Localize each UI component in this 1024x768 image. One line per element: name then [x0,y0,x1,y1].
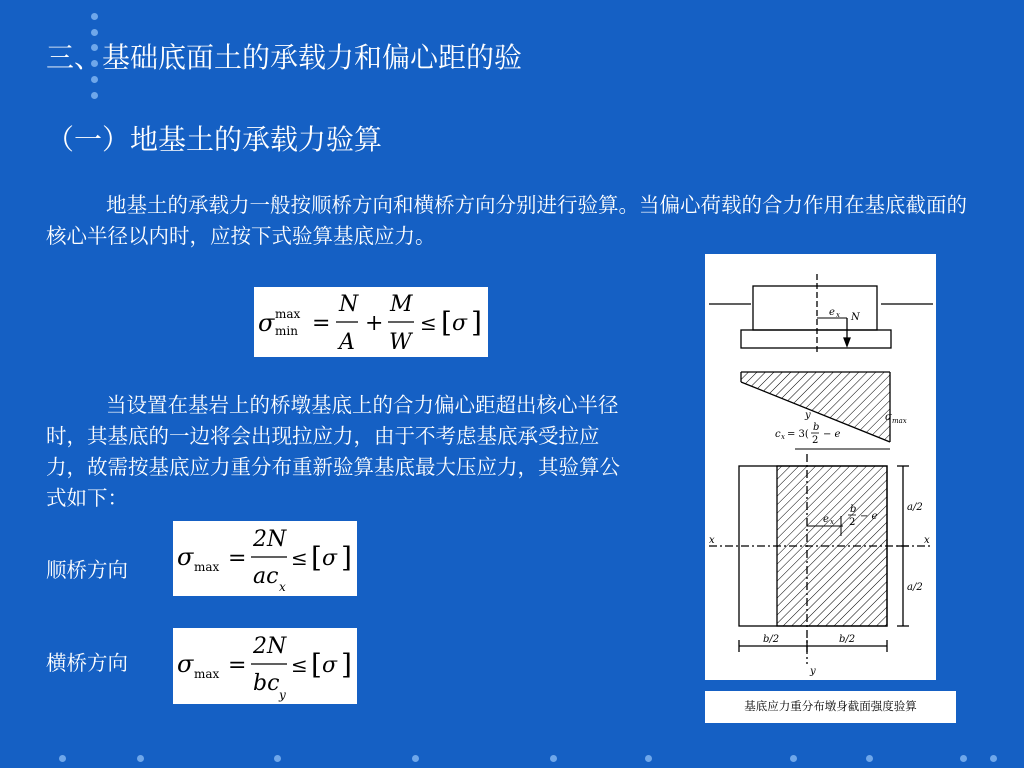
label-cx: c [775,429,781,440]
formula-eccentric-stress-svg [254,287,488,357]
f1-sigma2: σ [452,311,468,336]
foundation-diagram [705,254,936,680]
label-cx-rest: = 3( [787,429,809,440]
label-b: b [813,422,820,433]
decor-dot [91,76,98,83]
label-x-left: x [709,535,715,546]
label-y-top: y [805,410,811,421]
paragraph-intro [46,190,986,252]
label-two: 2 [812,435,819,446]
plan-label-ex-sub: x [830,518,834,526]
formula-eccentric-stress [254,287,488,357]
f3-sigma2: σ [322,653,338,678]
paragraph-redistribution [46,390,626,514]
label-ex-sub: x [836,311,840,319]
decor-dot [91,29,98,36]
f1-W: W [389,330,412,355]
f3-sigma: σ [177,650,194,678]
foundation-diagram-svg [705,254,936,680]
f1-eq: = [312,311,331,336]
plan-label-minus-ex: − e [860,511,878,522]
f3-lbracket: [ [311,648,322,681]
f2-sigma: σ [177,543,194,571]
decor-dot [59,755,66,762]
decor-dot [866,755,873,762]
label-x-right: x [924,535,930,546]
label-y-bottom: y [810,666,816,677]
label-b2-right: b/2 [839,634,856,645]
f3-num: 2N [253,634,287,659]
label-a2-top: a/2 [907,502,923,513]
decor-dot [137,755,144,762]
f1-A: A [339,330,355,355]
f3-rbracket: ] [341,648,352,681]
decor-dot [960,755,967,762]
decor-dot [274,755,281,762]
pier-body [753,286,877,330]
decor-dot [91,92,98,99]
decor-dot [550,755,557,762]
figure-caption: 基底应力重分布墩身截面强度验算 [705,691,956,723]
page-title: 三、基础底面土的承载力和偏心距的验 [46,41,523,74]
f2-den-sub: x [279,580,286,594]
label-sigma-max-sub: max [892,417,907,425]
plan-label-b: b [850,504,857,515]
footing [741,330,891,348]
f1-sigma: σ [258,309,275,337]
plan-label-ex: e [823,514,829,525]
f2-den: ac [253,564,279,589]
f3-eq: = [228,653,247,678]
label-minus-ex: − e [823,429,841,440]
f3-le: ≤ [291,653,308,677]
load-arrowhead [844,338,850,346]
plan-label-two: 2 [849,517,856,528]
formula-along-bridge [173,521,357,596]
f3-sub: max [194,667,220,681]
f2-sigma2: σ [322,546,338,571]
f1-plus: + [365,311,384,336]
label-along-bridge: 顺桥方向 [46,558,128,582]
f3-den-sub: y [279,688,286,702]
f1-N: N [339,292,359,317]
label-cx-sub: x [781,433,785,441]
formula-along-bridge-svg [173,521,357,596]
f1-le: ≤ [420,311,437,335]
decor-dot [990,755,997,762]
f2-num: 2N [253,527,287,552]
label-ex: e [829,307,835,318]
section-subtitle: （一）地基土的承载力验算 [46,123,383,156]
label-a2-bottom: a/2 [907,582,923,593]
f2-eq: = [228,546,247,571]
decor-dot [790,755,797,762]
f2-rbracket: ] [341,541,352,574]
label-b2-left: b/2 [763,634,780,645]
paragraph-intro-text: 地基土的承载力一般按顺桥方向和横桥方向分别进行验算。当偏心荷载的合力作用在基底截面的核心半径以内时，应按下式验算基底应力。 [46,193,967,248]
formula-across-bridge-svg [173,628,357,704]
f1-sup: max [275,307,301,321]
f2-le: ≤ [291,546,308,570]
f1-lbracket: [ [441,306,452,339]
f3-den: bc [253,671,280,696]
formula-across-bridge [173,628,357,704]
label-N: N [851,312,860,323]
decor-dot [412,755,419,762]
paragraph-redistribution-text: 当设置在基岩上的桥墩基底上的合力偏心距超出核心半径时，其基底的一边将会出现拉应力，由于不考虑基底承受拉应力，故需按基底应力重分布重新验算基底最大压应力，其验算公式如下： [46,393,620,510]
decor-dot [91,13,98,20]
f1-rbracket: ] [471,306,482,339]
decor-dot [645,755,652,762]
label-sigma-max: σ [885,412,892,423]
f1-M: M [390,292,413,317]
f2-sub: max [194,560,220,574]
f2-lbracket: [ [311,541,322,574]
f1-sub: min [275,324,298,338]
label-across-bridge: 横桥方向 [46,651,128,675]
